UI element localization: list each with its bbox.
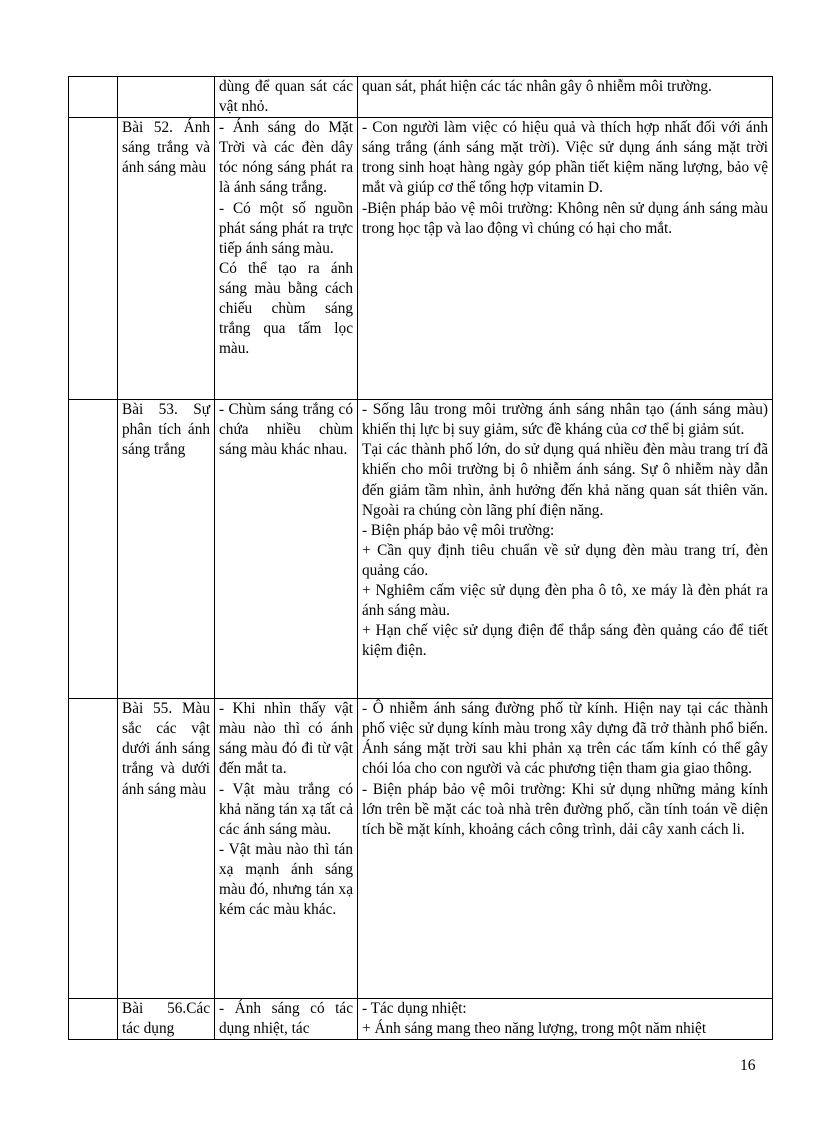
environment-text: - Biện pháp bảo vệ môi trường: xyxy=(362,521,555,539)
blank-cell xyxy=(69,999,118,1040)
knowledge-text: - Vật màu trắng có khả năng tán xạ tất cả các ánh sáng màu. xyxy=(219,780,353,838)
lesson-title: Bài 53. Sự phân tích ánh sáng trắng xyxy=(122,401,210,459)
environment-text: - Sống lâu trong môi trường ánh sáng nhân tạo (ánh sáng màu) khiến thị lực bị suy giảm, sức đề kháng của cơ thể bị giảm sút. xyxy=(362,401,768,439)
knowledge-text: - Ánh sáng có tác dụng nhiệt, tác xyxy=(219,1000,353,1038)
blank-cell xyxy=(69,699,118,999)
environment-text: Tại các thành phố lớn, do sử dụng quá nhiều đèn màu trang trí đã khiến cho môi trường bị ô nhiễm ánh sáng. Sự ô nhiễm này dẫn đến giảm tầm nhìn, ảnh hưởng đến khả năng quan sát thiên văn. Ngoài ra chúng còn lãng phí điện năng. xyxy=(362,441,768,519)
lesson-title: Bài 55. Màu sắc các vật dưới ánh sáng trắng và dưới ánh sáng màu xyxy=(122,700,210,798)
lesson-cell xyxy=(118,77,215,118)
environment-text: - Tác dụng nhiệt: xyxy=(362,1000,467,1018)
lesson-cell xyxy=(118,400,215,699)
blank-cell xyxy=(69,118,118,400)
environment-cell xyxy=(358,118,773,400)
content-table xyxy=(68,76,773,1040)
table-row xyxy=(69,699,773,999)
table-row xyxy=(69,77,773,118)
environment-text: + Hạn chế việc sử dụng điện để thắp sáng đèn quảng cáo để tiết kiệm điện. xyxy=(362,622,768,660)
knowledge-cell xyxy=(215,999,358,1040)
table-row xyxy=(69,118,773,400)
knowledge-text: dùng để quan sát các vật nhỏ. xyxy=(219,78,353,116)
knowledge-cell xyxy=(215,699,358,999)
blank-cell xyxy=(69,77,118,118)
environment-text: - Ô nhiễm ánh sáng đường phố từ kính. Hiện nay tại các thành phố việc sử dụng kính màu trong xây dựng đã trở thành phổ biến. Ánh sáng mặt trời sau khi phản xạ trên các tấm kính có thể gây chói lóa cho con người và các phương tiện tham gia giao thông. xyxy=(362,700,768,778)
lesson-title: Bài 56.Các tác dụng xyxy=(122,1000,210,1038)
knowledge-text: Có thể tạo ra ánh sáng màu bằng cách chiếu chùm sáng trắng qua tấm lọc màu. xyxy=(219,259,353,358)
lesson-cell xyxy=(118,699,215,999)
lesson-cell xyxy=(118,118,215,400)
environment-text: -Biện pháp bảo vệ môi trường: Không nên sử dụng ánh sáng màu trong học tập và lao động vì chúng có hại cho mắt. xyxy=(362,199,768,237)
knowledge-cell xyxy=(215,77,358,118)
environment-text: + Nghiêm cấm việc sử dụng đèn pha ô tô, xe máy là đèn phát ra ánh sáng màu. xyxy=(362,582,768,620)
environment-cell xyxy=(358,400,773,699)
knowledge-cell xyxy=(215,118,358,400)
environment-text: - Biện pháp bảo vệ môi trường: Khi sử dụng những mảng kính lớn trên bề mặt các toà nhà trên đường phố, cần tính toán về diện tích bề mặt kính, khoảng cách công trình, dải cây xanh cách li. xyxy=(362,780,768,838)
table-row xyxy=(69,999,773,1040)
knowledge-cell xyxy=(215,400,358,699)
knowledge-text: - Ánh sáng do Mặt Trời và các đèn dây tóc nóng sáng phát ra là ánh sáng trắng. xyxy=(219,119,353,197)
environment-cell xyxy=(358,699,773,999)
environment-text: quan sát, phát hiện các tác nhân gây ô nhiễm môi trường. xyxy=(362,78,712,95)
environment-text: + Ánh sáng mang theo năng lượng, trong một năm nhiệt xyxy=(362,1020,707,1038)
knowledge-text: - Vật màu nào thì tán xạ mạnh ánh sáng màu đó, nhưng tán xạ kém các màu khác. xyxy=(219,840,353,919)
page-number: 16 xyxy=(740,1057,756,1074)
lesson-title: Bài 52. Ánh sáng trắng và ánh sáng màu xyxy=(122,119,210,177)
environment-cell xyxy=(358,77,773,118)
table-row xyxy=(69,400,773,699)
environment-text: - Con người làm việc có hiệu quả và thích hợp nhất đối với ánh sáng trắng (ánh sáng mặt trời). Việc sử dụng ánh sáng mặt trời trong sinh hoạt hàng ngày góp phần tiết kiệm năng lượng, bảo vệ mắt và giúp cơ thể tổng hợp vitamin D. xyxy=(362,119,768,197)
knowledge-text: - Có một số nguồn phát sáng phát ra trực tiếp ánh sáng màu. xyxy=(219,199,353,257)
environment-text: + Cần quy định tiêu chuẩn về sử dụng đèn màu trang trí, đèn quảng cáo. xyxy=(362,541,768,579)
environment-cell xyxy=(358,999,773,1040)
lesson-cell xyxy=(118,999,215,1040)
knowledge-text: - Khi nhìn thấy vật màu nào thì có ánh sáng màu đó đi từ vật đến mắt ta. xyxy=(219,700,353,778)
blank-cell xyxy=(69,400,118,699)
knowledge-text: - Chùm sáng trắng có chứa nhiều chùm sáng màu khác nhau. xyxy=(219,401,353,459)
